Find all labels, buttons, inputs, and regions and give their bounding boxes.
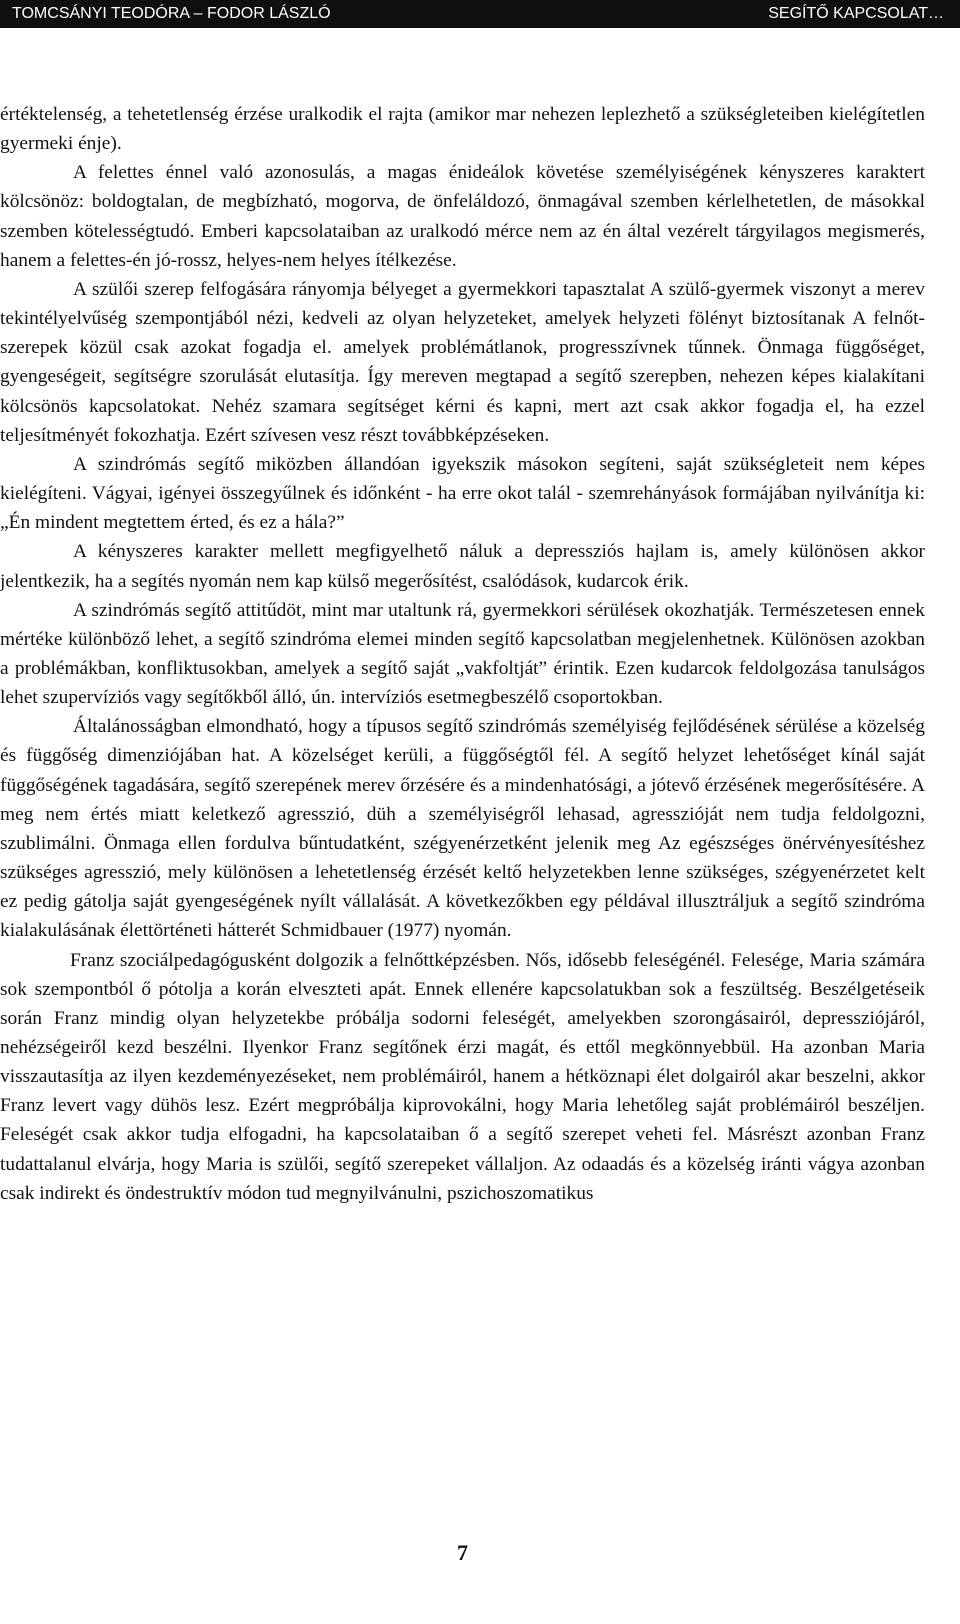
- paragraph: A szindrómás segítő attitűdöt, mint mar utaltunk rá, gyermekkori sérülések okozhatják. Természetesen ennek mértéke különböző lehet, a segítő szindróma elemei minden segítő kapcsolatban megjelenhetnek. Különösen azokban a problémákban, konfliktusokban, amelyek a segítő saját „vakfoltját” érintik. Ezen kudarcok feldolgozása tanulságos lehet szupervíziós vagy segítőkből álló, ún. intervíziós esetmegbeszélő csoportokban.: [0, 599, 925, 709]
- paragraph: A felettes énnel való azonosulás, a magas énideálok követése személyiségének kényszeres karaktert kölcsönöz: boldogtalan, de megbízható, mogorva, de önfeláldozó, önmagával szemben kérlelhetetlen, de másokkal szemben kötelességtudó. Emberi kapcsolataiban az uralkodó mérce nem az én által vezérelt tárgyilagos megismerés, hanem a felettes-én jó-rossz, helyes-nem helyes ítélkezése.: [0, 162, 925, 271]
- paragraph: Franz szociálpedagógusként dolgozik a felnőttképzésben. Nős, idősebb feleségénél. Felesége, Maria számára sok szempontból ő pótolja a korán elveszteti apát. Ennek ellenére kapcsolatukban sok a feszültség. Beszélgetéseik során Franz mindig olyan helyzetekbe próbálja sodorni feleségét, amelyekben szorongásairól, depressziójáról, nehézségeiről kezd beszélni. Ilyenkor Franz segítőnek érzi magát, és ettől megkönnyebbül. Ha azonban Maria visszautasítja az ilyen kezdeményezéseket, nem problémáiról, hanem a hétköznapi élet dolgairól akar beszelni, akkor Franz levert vagy dühös lesz. Ezért megpróbálja kiprovokálni, hogy Maria lehetőleg saját problémáiról beszéljen. Feleségét csak akkor tudja elfogadni, ha kapcsolataiban ő a segítő szerepet veheti fel. Másrészt azonban Franz tudattalanul elvárja, hogy Maria is szülői, segítő szerepeket vállaljon. Az odaadás és a közelség iránti vágya azonban csak indirekt és öndestruktív módon tud megnyilvánulni, pszichoszomatikus: [0, 949, 925, 1204]
- paragraph: A kényszeres karakter mellett megfigyelhető náluk a depressziós hajlam is, amely különösen akkor jelentkezik, ha a segítés nyomán nem kap külső megerősítést, csalódások, kudarcok érik.: [0, 541, 925, 592]
- header-title: SEGÍTŐ KAPCSOLAT…: [768, 5, 944, 22]
- paragraph: Általánosságban elmondható, hogy a típusos segítő szindrómás személyiség fejlődésének sérülése a közelség és függőség dimenziójában hat. A közelséget kerüli, a függőségtől fél. A segítő helyzet lehetőséget kínál saját függőségének tagadására, segítő szerepének merev őrzésére és a mindenhatósági, a jótevő érzésének megerősítésére. A meg nem értés miatt keletkező agresszió, düh a személyiségről lehasad, agresszióját nem tudja feldolgozni, szublimálni. Önmaga ellen fordulva bűntudatként, szégyenérzetként jelenik meg Az egészséges önérvényesítéshez szükséges agresszió, mely különösen a lehetetlenség érzését keltő helyzetekben lenne szükséges, szégyenérzetet kelt ez pedig gátolja saját gyengeségének nyílt vállalását. A következőkben egy példával illusztráljuk a segítő szindróma kialakulásának élettörténeti hátterét Schmidbauer (1977) nyomán.: [0, 716, 925, 942]
- paragraph: értéktelenség, a tehetetlenség érzése uralkodik el rajta (amikor mar nehezen leplezhető a szükségleteiben kielégítetlen gyermeki énje).: [0, 104, 925, 155]
- paragraph: A szülői szerep felfogására rányomja bélyeget a gyermekkori tapasztalat A szülő-gyermek viszonyt a merev tekintélyelvűség szempontjából nézi, kedveli az olyan helyzeteket, amelyek helyzeti fölényt biztosítanak A felnőt-szerepek közül csak azokat fogadja el. amelyek problémátlanok, progresszívnek tűnnek. Önmaga függőséget, gyengeségeit, segítségre szorulását elutasítja. Így mereven megtapad a segítő szerepben, nehezen képes kialakítani kölcsönös kapcsolatokat. Nehéz szamara segítséget kérni és kapni, mert azt csak akkor fogadja el, ha ezzel teljesítményét fokozhatja. Ezért szívesen vesz részt továbbképzéseken.: [0, 278, 925, 446]
- page-number: 7: [457, 1540, 468, 1565]
- running-header: [0, 0, 960, 28]
- body-text: [0, 100, 925, 1208]
- header-authors: TOMCSÁNYI TEODÓRA – FODOR LÁSZLÓ: [12, 5, 331, 22]
- paragraph: A szindrómás segítő miközben állandóan igyekszik másokon segíteni, saját szükségleteit nem képes kielégíteni. Vágyai, igényei összegyűlnek és időnként - ha erre okot talál - szemrehányások formájában nyilvánítja ki: „Én mindent megtettem érted, és ez a hála?”: [0, 453, 925, 534]
